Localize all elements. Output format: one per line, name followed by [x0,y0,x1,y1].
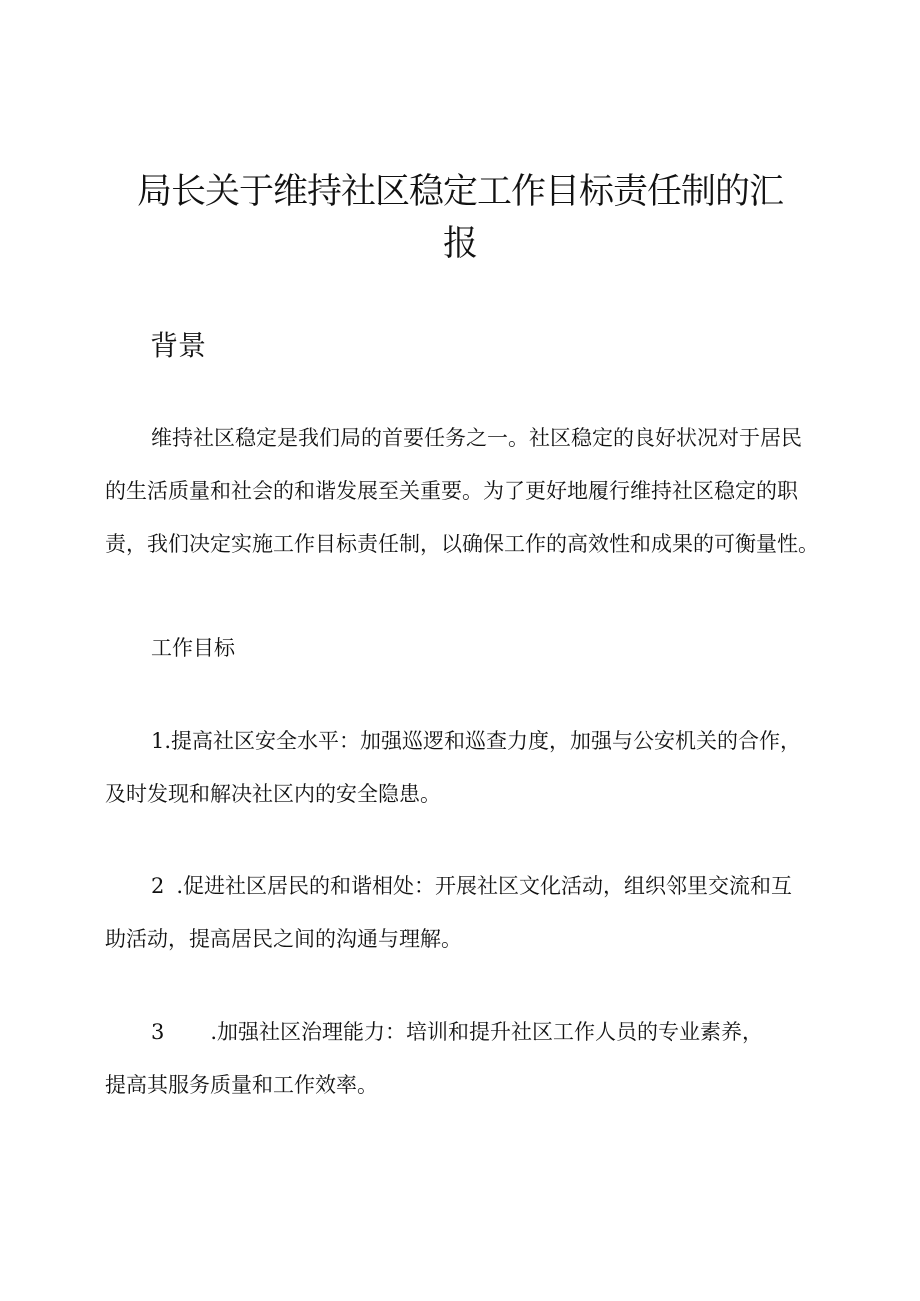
goal-text: .促进社区居民的和谐相处：开展社区文化活动，组织邻里交流和互 [176,874,793,898]
goal-text: 提高社区安全水平：加强巡逻和巡查力度，加强与公安机关的合作， [171,729,802,753]
goal-item-3 [105,1006,825,1112]
goals-heading-text: 工作目标 [151,636,235,660]
background-line: 维持社区稳定是我们局的首要任务之一。社区稳定的良好状况对于居民 [151,426,802,450]
document-title [100,166,820,270]
goal-item-line: 提高其服务质量和工作效率。 [105,1073,378,1097]
background-line: 责，我们决定实施工作目标责任制，以确保工作的高效性和成果的可衡量性。 [105,532,819,556]
goal-number: 1. [151,729,172,753]
goals-heading [105,622,825,675]
goal-item-line [105,715,825,768]
goal-number: 2 [151,874,165,898]
goal-item-line [105,860,825,913]
goal-number: 3 [151,1020,165,1044]
background-paragraph [105,412,825,571]
title-line-1: 局长关于维持社区稳定工作目标责任制的汇 [136,172,783,212]
background-line: 的生活质量和社会的和谐发展至关重要。为了更好地履行维持社区稳定的职 [105,479,798,503]
section-heading-background: 背景 [150,329,207,362]
goal-item-2 [105,860,825,966]
goal-item-line: 及时发现和解决社区内的安全隐患。 [105,782,441,806]
title-line-2: 报 [442,224,477,264]
goal-item-line: 助活动，提高居民之间的沟通与理解。 [105,927,462,951]
goal-text: .加强社区治理能力：培训和提升社区工作人员的专业素养， [210,1020,764,1044]
goal-item-line [105,1006,825,1059]
goal-item-1 [105,715,825,821]
